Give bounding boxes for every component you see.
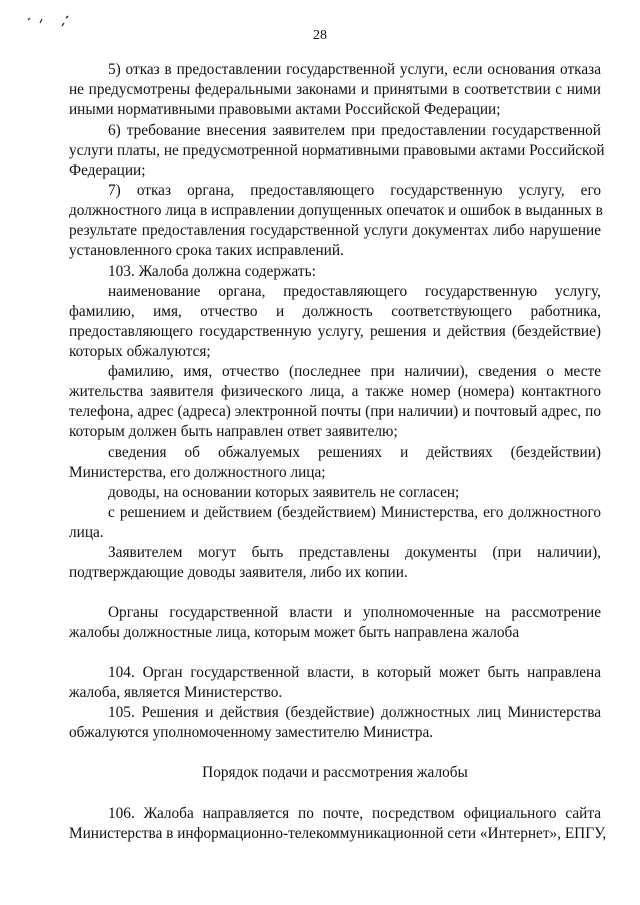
text-line: Федерации; xyxy=(69,162,146,179)
text-line: Заявителем могут быть представлены документы (при наличии), xyxy=(108,544,601,561)
text-line: 106. Жалоба направляется по почте, посредством официального сайта xyxy=(108,805,601,822)
text-line: подтверждающие доводы заявителя, либо их копии. xyxy=(69,564,408,581)
text-line: установленного срока таких исправлений. xyxy=(69,242,344,259)
text-line: с решением и действием (бездействием) Министерства, его должностного xyxy=(108,504,601,521)
text-line: Министерства в информационно-телекоммуникационной сети «Интернет», ЕПГУ, xyxy=(69,825,607,842)
text-line: Министерства, его должностного лица; xyxy=(69,464,326,481)
text-line: лица. xyxy=(69,524,104,541)
text-line: предоставляющего государственную услугу, решения и действия (бездействие) xyxy=(69,323,601,340)
text-line: обжалуются уполномоченному заместителю Министра. xyxy=(69,724,434,741)
page-number: 28 xyxy=(313,28,327,43)
text-line: телефона, адрес (адреса) электронной почты (при наличии) и почтовый адрес, по xyxy=(69,403,601,420)
text-line: фамилию, имя, отчество (последнее при наличии), сведения о месте xyxy=(108,363,601,380)
text-line: 7) отказ органа, предоставляющего государственную услугу, его xyxy=(108,182,601,199)
text-line: фамилию, имя, отчество и должность соответствующего работника, xyxy=(69,303,601,320)
text-line: жалоба, является Министерство. xyxy=(69,684,283,701)
text-line: наименование органа, предоставляющего государственную услугу, xyxy=(108,283,601,300)
text-line: 103. Жалоба должна содержать: xyxy=(108,263,316,280)
text-line: 105. Решения и действия (бездействие) должностных лиц Министерства xyxy=(108,704,601,721)
text-line: которых обжалуются; xyxy=(69,343,211,360)
text-line: 104. Орган государственной власти, в который может быть направлена xyxy=(108,664,601,681)
section-heading-line: Органы государственной власти и уполномоченные на рассмотрение xyxy=(108,604,601,621)
text-line: сведения об обжалуемых решениях и действиях (бездействии) xyxy=(108,444,601,461)
section-heading: Порядок подачи и рассмотрения жалобы xyxy=(202,764,468,781)
text-line: 6) требование внесения заявителем при предоставлении государственной xyxy=(108,122,601,139)
section-heading-line: жалобы должностные лица, которым может быть направлена жалоба xyxy=(69,624,520,641)
text-line: доводы, на основании которых заявитель не согласен; xyxy=(108,484,460,501)
text-line: жительства заявителя физического лица, а также номер (номера) контактного xyxy=(69,383,601,400)
text-line: должностного лица в исправлении допущенных опечаток и ошибок в выданных в xyxy=(69,202,603,219)
text-line: услуги платы, не предусмотренной нормативными правовыми актами Российской xyxy=(69,142,605,159)
text-line: иными нормативными правовыми актами Российской Федерации; xyxy=(69,101,501,118)
text-line: результате предоставления государственной услуги документах либо нарушение xyxy=(69,222,601,239)
text-line: которым должен быть направлен ответ заявителю; xyxy=(69,423,398,440)
text-line: 5) отказ в предоставлении государственной услуги, если основания отказа xyxy=(108,61,601,78)
text-line: не предусмотрены федеральными законами и принятыми в соответствии с ними xyxy=(69,81,601,98)
